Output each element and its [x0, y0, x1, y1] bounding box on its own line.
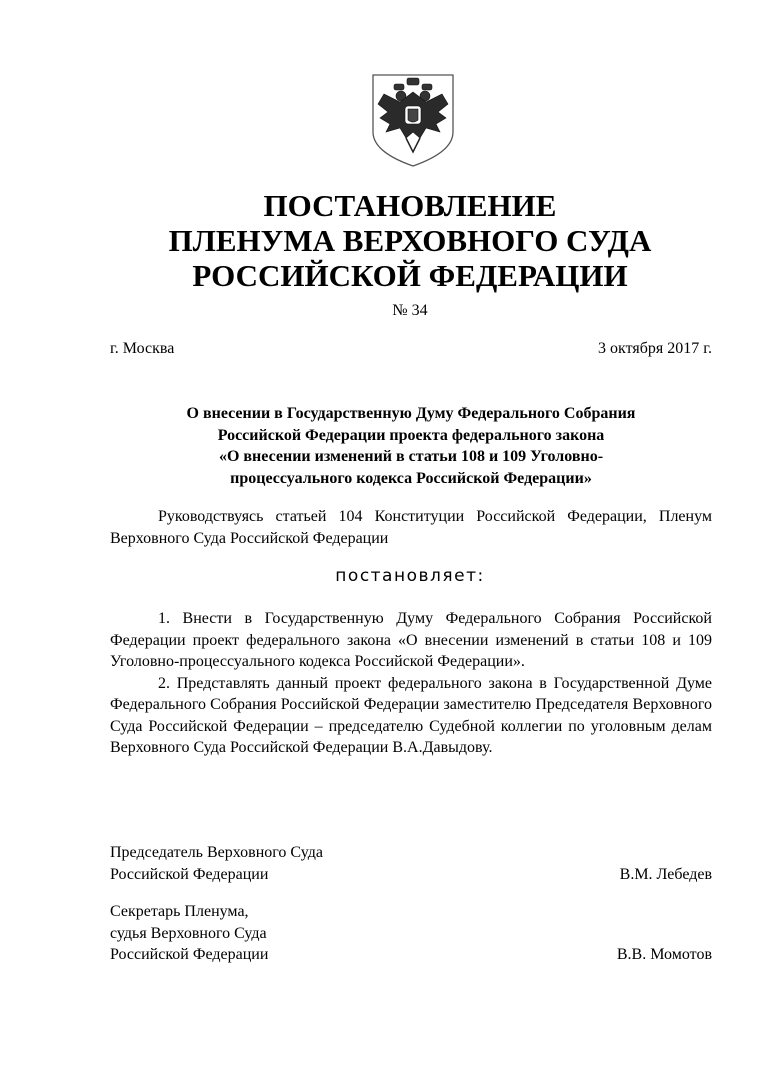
document-city: г. Москва — [110, 340, 175, 357]
subject-line-2: Российской Федерации проекта федерального закона — [217, 426, 605, 444]
intro-paragraph: Руководствуясь статьей 104 Конституции Российской Федерации, Пленум Верховного Суда Российской Федерации — [110, 508, 712, 547]
title-line-1: ПОСТАНОВЛЕНИЕ — [263, 188, 557, 223]
document-number: № 34 — [392, 302, 428, 319]
resolution-items — [110, 608, 712, 759]
secretary-title-line-3: Российской Федерации — [110, 946, 269, 963]
resolves-heading: постановляет: — [335, 566, 485, 586]
subject-line-4: процессуального кодекса Российской Федерации» — [230, 469, 592, 487]
document-date: 3 октября 2017 г. — [598, 340, 712, 357]
secretary-signature-block — [110, 901, 712, 966]
document-meta — [110, 340, 712, 358]
resolution-item-1: 1. Внести в Государственную Думу Федерального Собрания Российской Федерации проект федерального закона «О внесении изменений в статьи 108 и 109 Уголовно-процессуального кодекса Российской Федерации». — [110, 610, 712, 670]
title-line-2: ПЛЕНУМА ВЕРХОВНОГО СУДА — [168, 223, 652, 258]
chair-title-line-2: Российской Федерации — [110, 865, 269, 883]
russian-coat-of-arms-icon — [370, 72, 456, 168]
document-title — [0, 188, 768, 293]
resolution-item-2: 2. Представлять данный проект федерального закона в Государственной Думе Федерального Собрания Российской Федерации заместителю Председателя Верховного Суда Российской Федерации – председателю Судебной коллегии по уголовным делам Верховного Суда Российской Федерации В.А.Давыдову. — [110, 674, 712, 756]
document-subject — [110, 403, 712, 489]
chair-signature-block — [110, 842, 712, 885]
title-line-3: РОССИЙСКОЙ ФЕДЕРАЦИИ — [192, 258, 628, 293]
secretary-title-line-2: судья Верховного Суда — [110, 924, 267, 942]
chair-title-line-1: Председатель Верховного Суда — [110, 844, 323, 861]
secretary-title-line-1: Секретарь Пленума, — [110, 903, 249, 920]
secretary-name: В.В. Момотов — [616, 946, 712, 963]
chair-name: В.М. Лебедев — [619, 865, 712, 883]
subject-line-3: «О внесении изменений в статьи 108 и 109 Уголовно- — [218, 448, 604, 465]
subject-line-1: О внесении в Государственную Думу Федерального Собрания — [186, 405, 636, 422]
